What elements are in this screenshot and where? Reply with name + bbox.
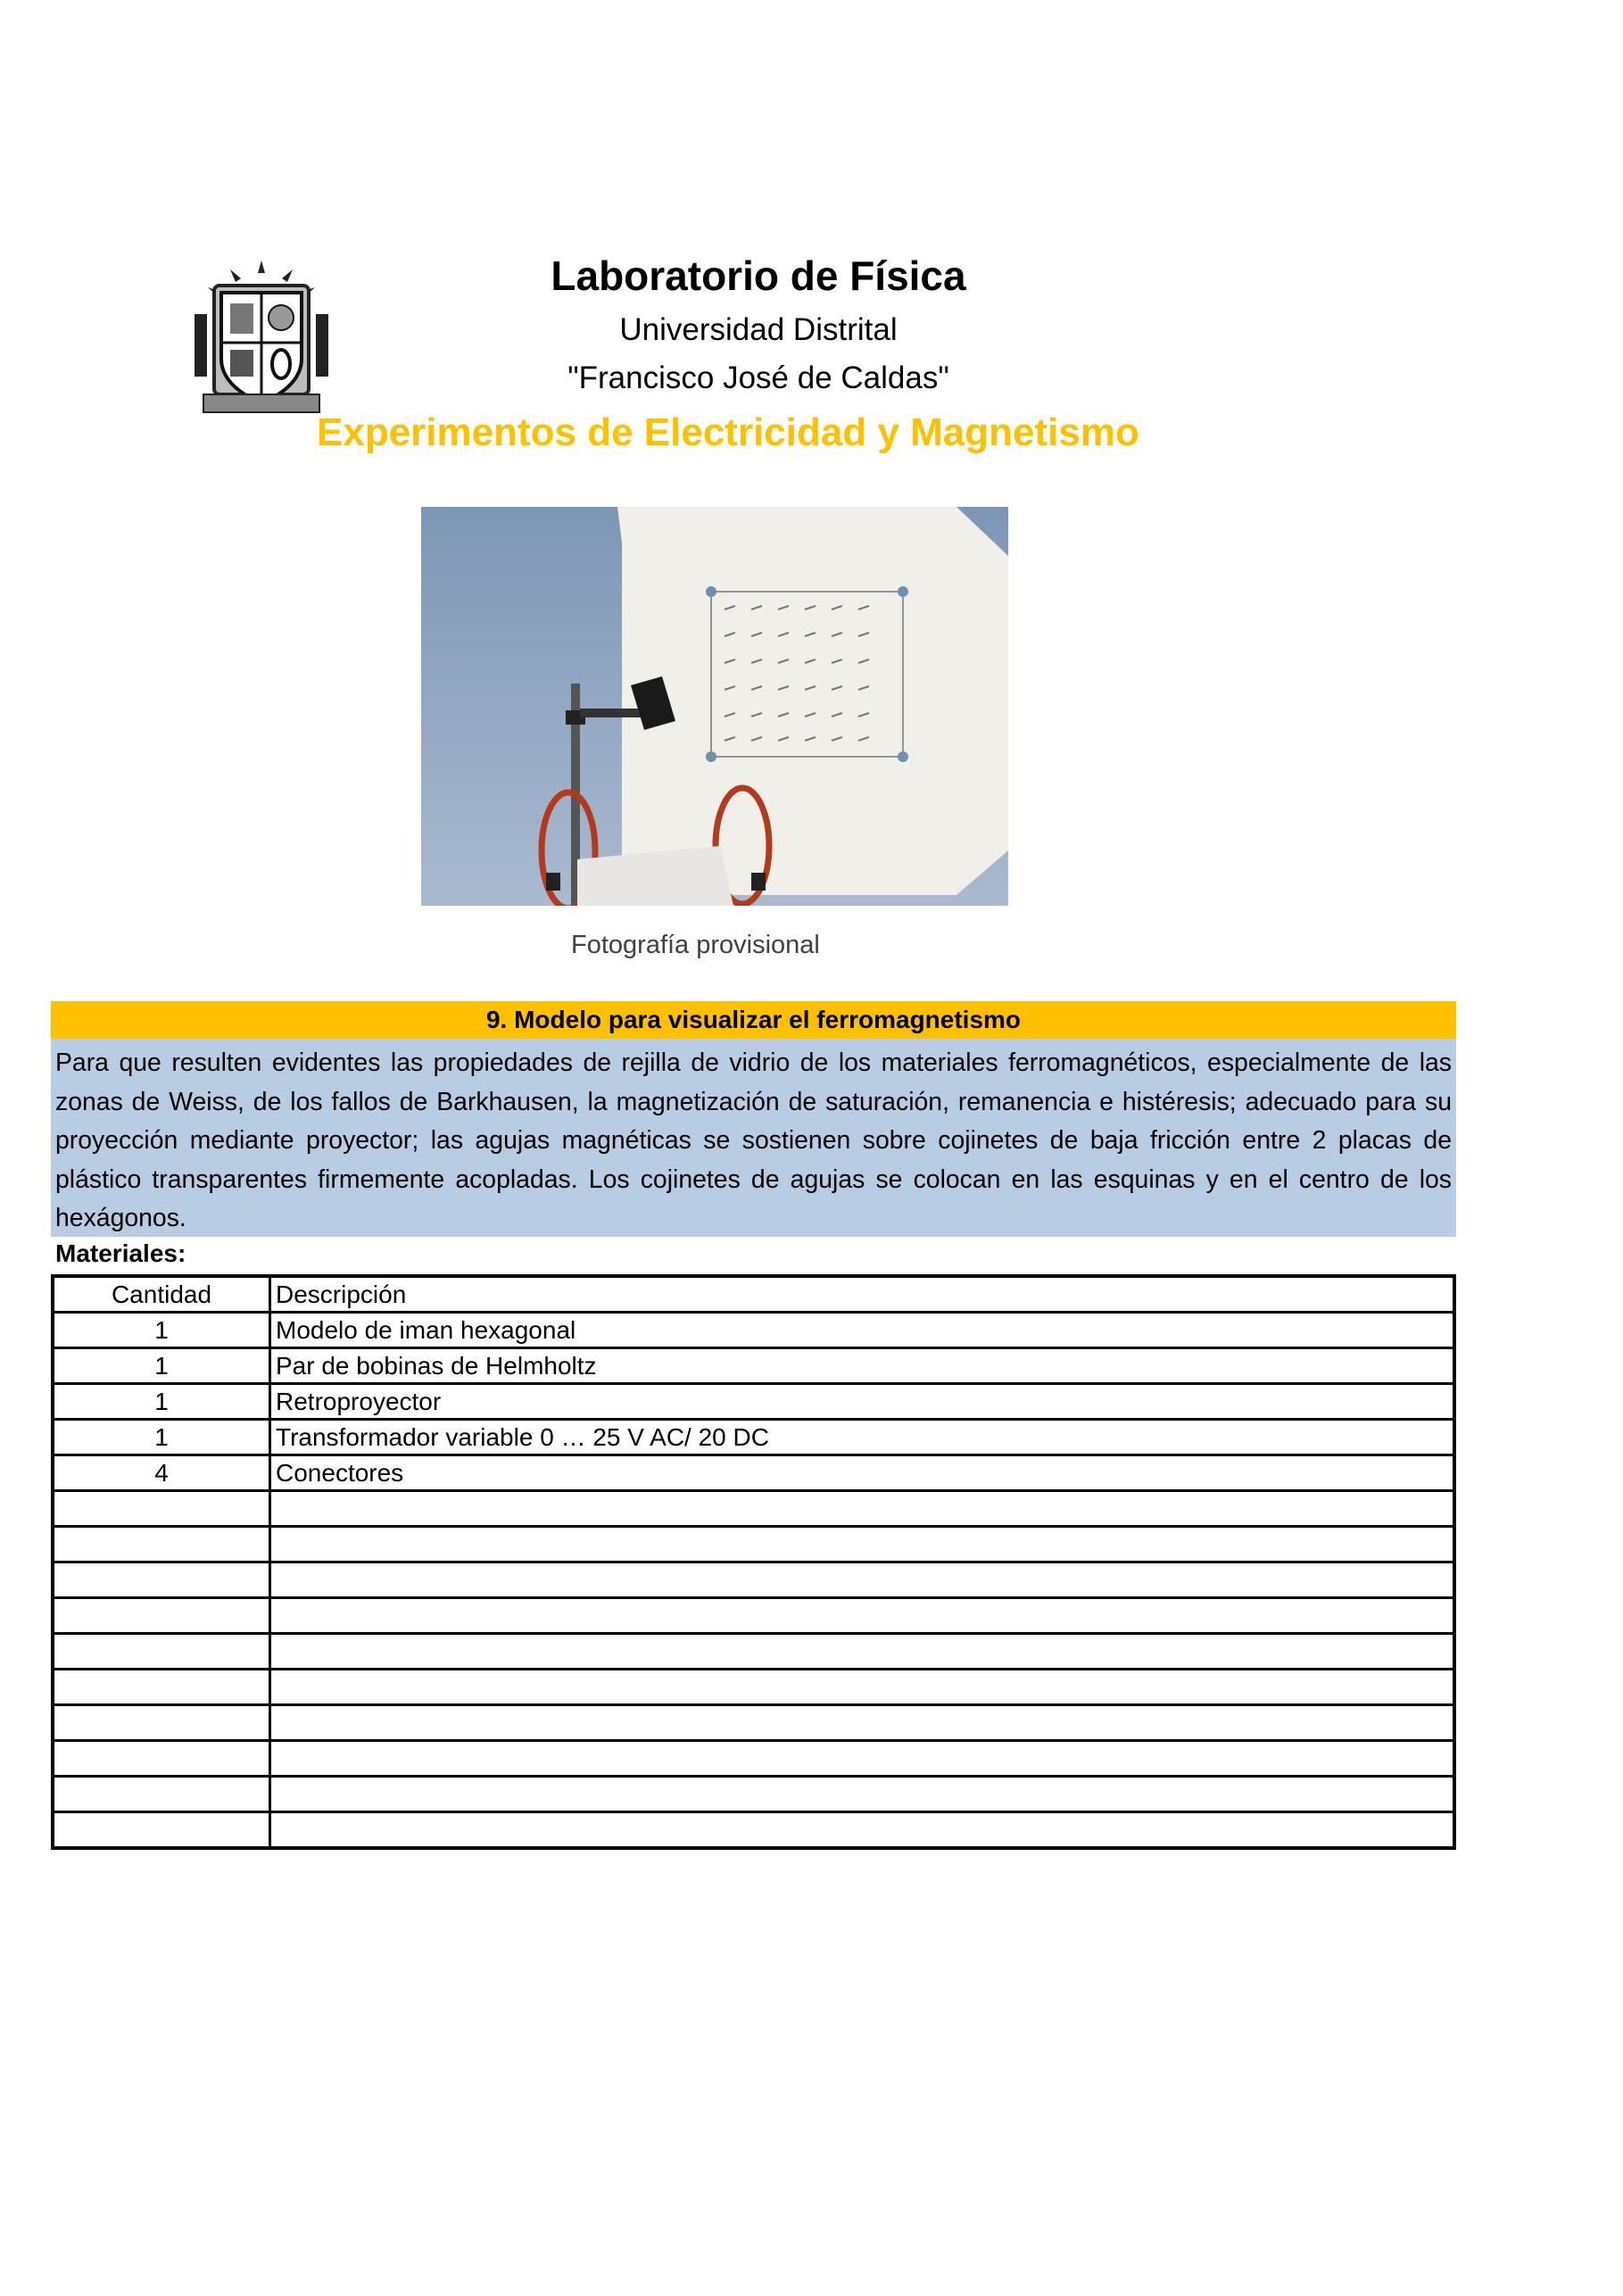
table-row [53,1491,1454,1527]
table-row [53,1777,1454,1812]
quantity-cell: 1 [53,1420,270,1455]
description-cell [270,1777,1455,1812]
quantity-cell [53,1777,270,1812]
quantity-cell [53,1527,270,1562]
university-name: Universidad Distrital [619,312,898,347]
table-row [53,1598,1454,1634]
table-row [53,1527,1454,1562]
quantity-cell [53,1634,270,1670]
description-cell [270,1562,1455,1598]
description-cell [270,1527,1455,1562]
university-full-name: "Francisco José de Caldas" [567,361,949,395]
description-cell [270,1812,1455,1849]
quantity-cell [53,1741,270,1777]
quantity-cell: 1 [53,1313,270,1348]
table-row [53,1670,1454,1705]
description-cell: Transformador variable 0 … 25 V AC/ 20 DC [270,1420,1455,1455]
table-row [53,1705,1454,1741]
table-row [53,1812,1454,1849]
quantity-cell [53,1705,270,1741]
page-subtitle: Experimentos de Electricidad y Magnetismo [317,410,1139,454]
table-row [53,1313,1454,1348]
quantity-cell: 1 [53,1384,270,1420]
materials-label: Materiales: [55,1239,186,1267]
section-title: 9. Modelo para visualizar el ferromagnetismo [51,1001,1456,1039]
description-cell: Par de bobinas de Helmholtz [270,1348,1455,1384]
page-title: Laboratorio de Física [551,253,966,299]
description-cell [270,1634,1455,1670]
table-row [53,1384,1454,1420]
table-row [53,1455,1454,1491]
photo-caption: Fotografía provisional [571,931,820,959]
description-cell [270,1491,1455,1527]
description-cell [270,1598,1455,1634]
materials-table [51,1274,1456,1850]
university-seal-logo [195,261,328,421]
table-row [53,1348,1454,1384]
quantity-cell [53,1491,270,1527]
description-cell: Descripción [270,1276,1455,1313]
description-cell [270,1670,1455,1705]
quantity-cell: 1 [53,1348,270,1384]
quantity-cell: 4 [53,1455,270,1491]
table-row [53,1634,1454,1670]
section-description: Para que resulten evidentes las propiedades de rejilla de vidrio de los materiales ferromagnéticos, especialmente de las zonas de Weiss, de los fallos de Barkhausen, la magnetización de saturación, remanencia e histéresis; adecuado para su proyección mediante proyector; las agujas magnéticas se sostienen sobre cojinetes de baja fricción entre 2 placas de plástico transparentes firmemente acopladas. Los cojinetes de agujas se colocan en las esquinas y en el centro de los hexágonos. [51,1039,1456,1237]
quantity-cell [53,1670,270,1705]
quantity-cell: Cantidad [53,1276,270,1313]
quantity-cell [53,1562,270,1598]
description-cell [270,1741,1455,1777]
table-row [53,1420,1454,1455]
experiment-photo [421,507,1008,906]
table-row [53,1562,1454,1598]
description-cell: Modelo de iman hexagonal [270,1313,1455,1348]
quantity-cell [53,1598,270,1634]
description-cell: Retroproyector [270,1384,1455,1420]
description-cell [270,1705,1455,1741]
description-cell: Conectores [270,1455,1455,1491]
table-row [53,1741,1454,1777]
table-header-row [53,1276,1454,1313]
quantity-cell [53,1812,270,1849]
